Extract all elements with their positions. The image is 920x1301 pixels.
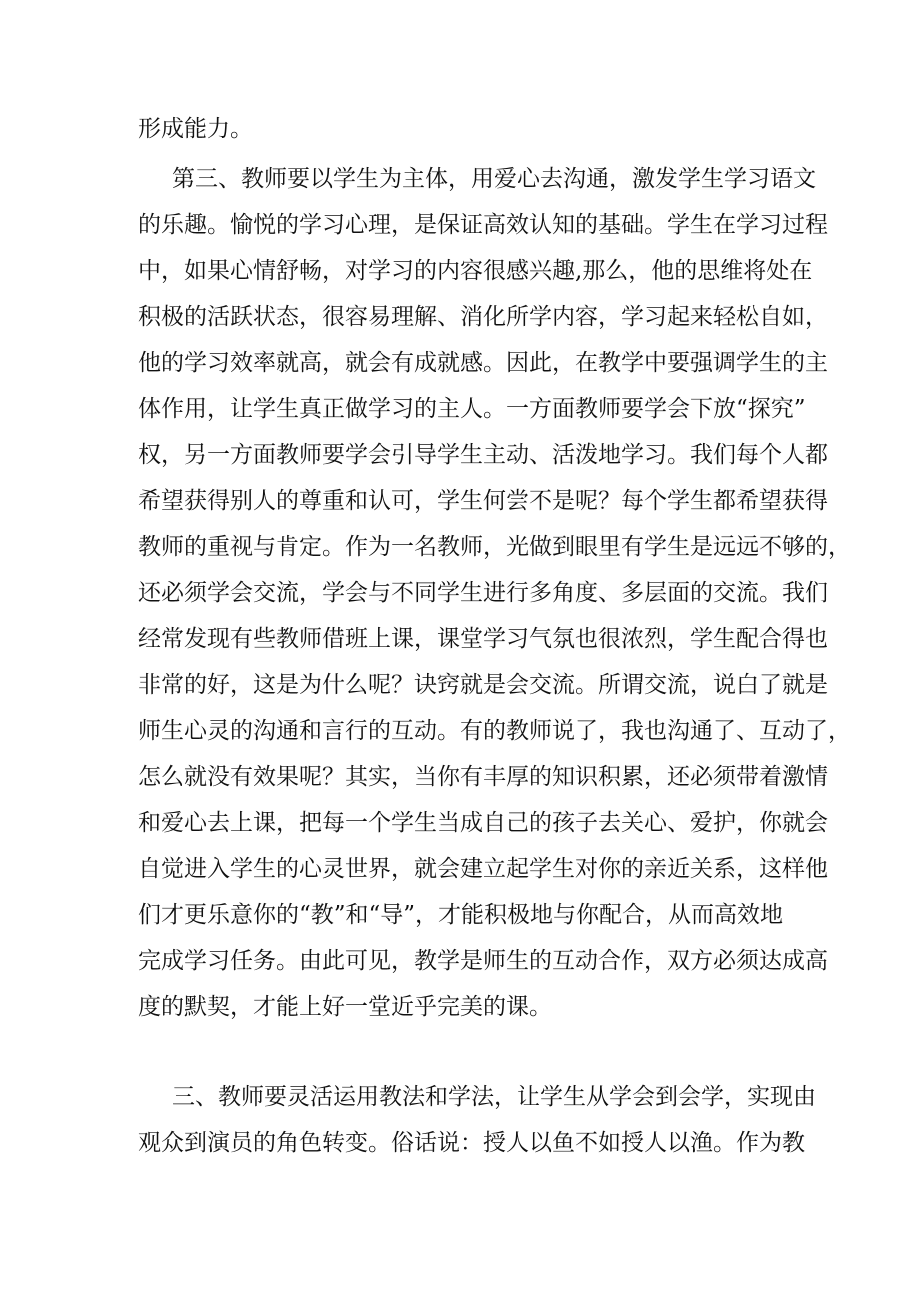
paragraph-line: 经常发现有些教师借班上课，课堂学习气氛也很浓烈，学生配合得也 <box>138 626 828 652</box>
paragraph-line: 们才更乐意你的“教”和“导”，才能积极地与你配合，从而高效地 <box>138 902 784 928</box>
paragraph-line: 和爱心去上课，把每一个学生当成自己的孩子去关心、爱护，你就会 <box>138 810 828 836</box>
paragraph-line: 体作用，让学生真正做学习的主人。一方面教师要学会下放“探究” <box>138 396 806 422</box>
paragraph-line: 三、教师要灵活运用教法和学法，让学生从学会到会学，实现由 <box>172 1084 816 1110</box>
paragraph-line: 非常的好，这是为什么呢？诀窍就是会交流。所谓交流，说白了就是 <box>138 672 828 698</box>
paragraph-line: 自觉进入学生的心灵世界，就会建立起学生对你的亲近关系，这样他 <box>138 856 828 882</box>
paragraph-line: 度的默契，才能上好一堂近乎完美的课。 <box>138 994 552 1020</box>
paragraph-line: 观众到演员的角色转变。俗话说：授人以鱼不如授人以渔。作为教 <box>138 1130 805 1156</box>
paragraph-line: 的乐趣。愉悦的学习心理，是保证高效认知的基础。学生在学习过程 <box>138 212 828 238</box>
paragraph-line: 教师的重视与肯定。作为一名教师，光做到眼里有学生是远远不够的， <box>138 534 851 560</box>
paragraph-line: 希望获得别人的尊重和认可，学生何尝不是呢？每个学生都希望获得 <box>138 488 828 514</box>
paragraph-1 <box>138 106 788 152</box>
paragraph-line: 还必须学会交流，学会与不同学生进行多角度、多层面的交流。我们 <box>138 580 828 606</box>
paragraph-line: 第三、教师要以学生为主体，用爱心去沟通，激发学生学习语文 <box>172 166 816 192</box>
paragraph-2 <box>138 156 851 1030</box>
paragraph-line: 中，如果心情舒畅，对学习的内容很感兴趣,那么，他的思维将处在 <box>138 258 813 284</box>
paragraph-line: 怎么就没有效果呢？其实，当你有丰厚的知识积累，还必须带着激情 <box>138 764 828 790</box>
paragraph-line: 完成学习任务。由此可见，教学是师生的互动合作，双方必须达成高 <box>138 948 828 974</box>
paragraph-line: 师生心灵的沟通和言行的互动。有的教师说了，我也沟通了、互动了， <box>138 718 851 744</box>
paragraph-line: 形成能力。 <box>138 116 253 142</box>
paragraph-3 <box>138 1074 816 1166</box>
paragraph-line: 权，另一方面教师要学会引导学生主动、活泼地学习。我们每个人都 <box>138 442 828 468</box>
paragraph-line: 他的学习效率就高，就会有成就感。因此，在教学中要强调学生的主 <box>138 350 828 376</box>
paragraph-line: 积极的活跃状态，很容易理解、消化所学内容，学习起来轻松自如， <box>138 304 828 330</box>
